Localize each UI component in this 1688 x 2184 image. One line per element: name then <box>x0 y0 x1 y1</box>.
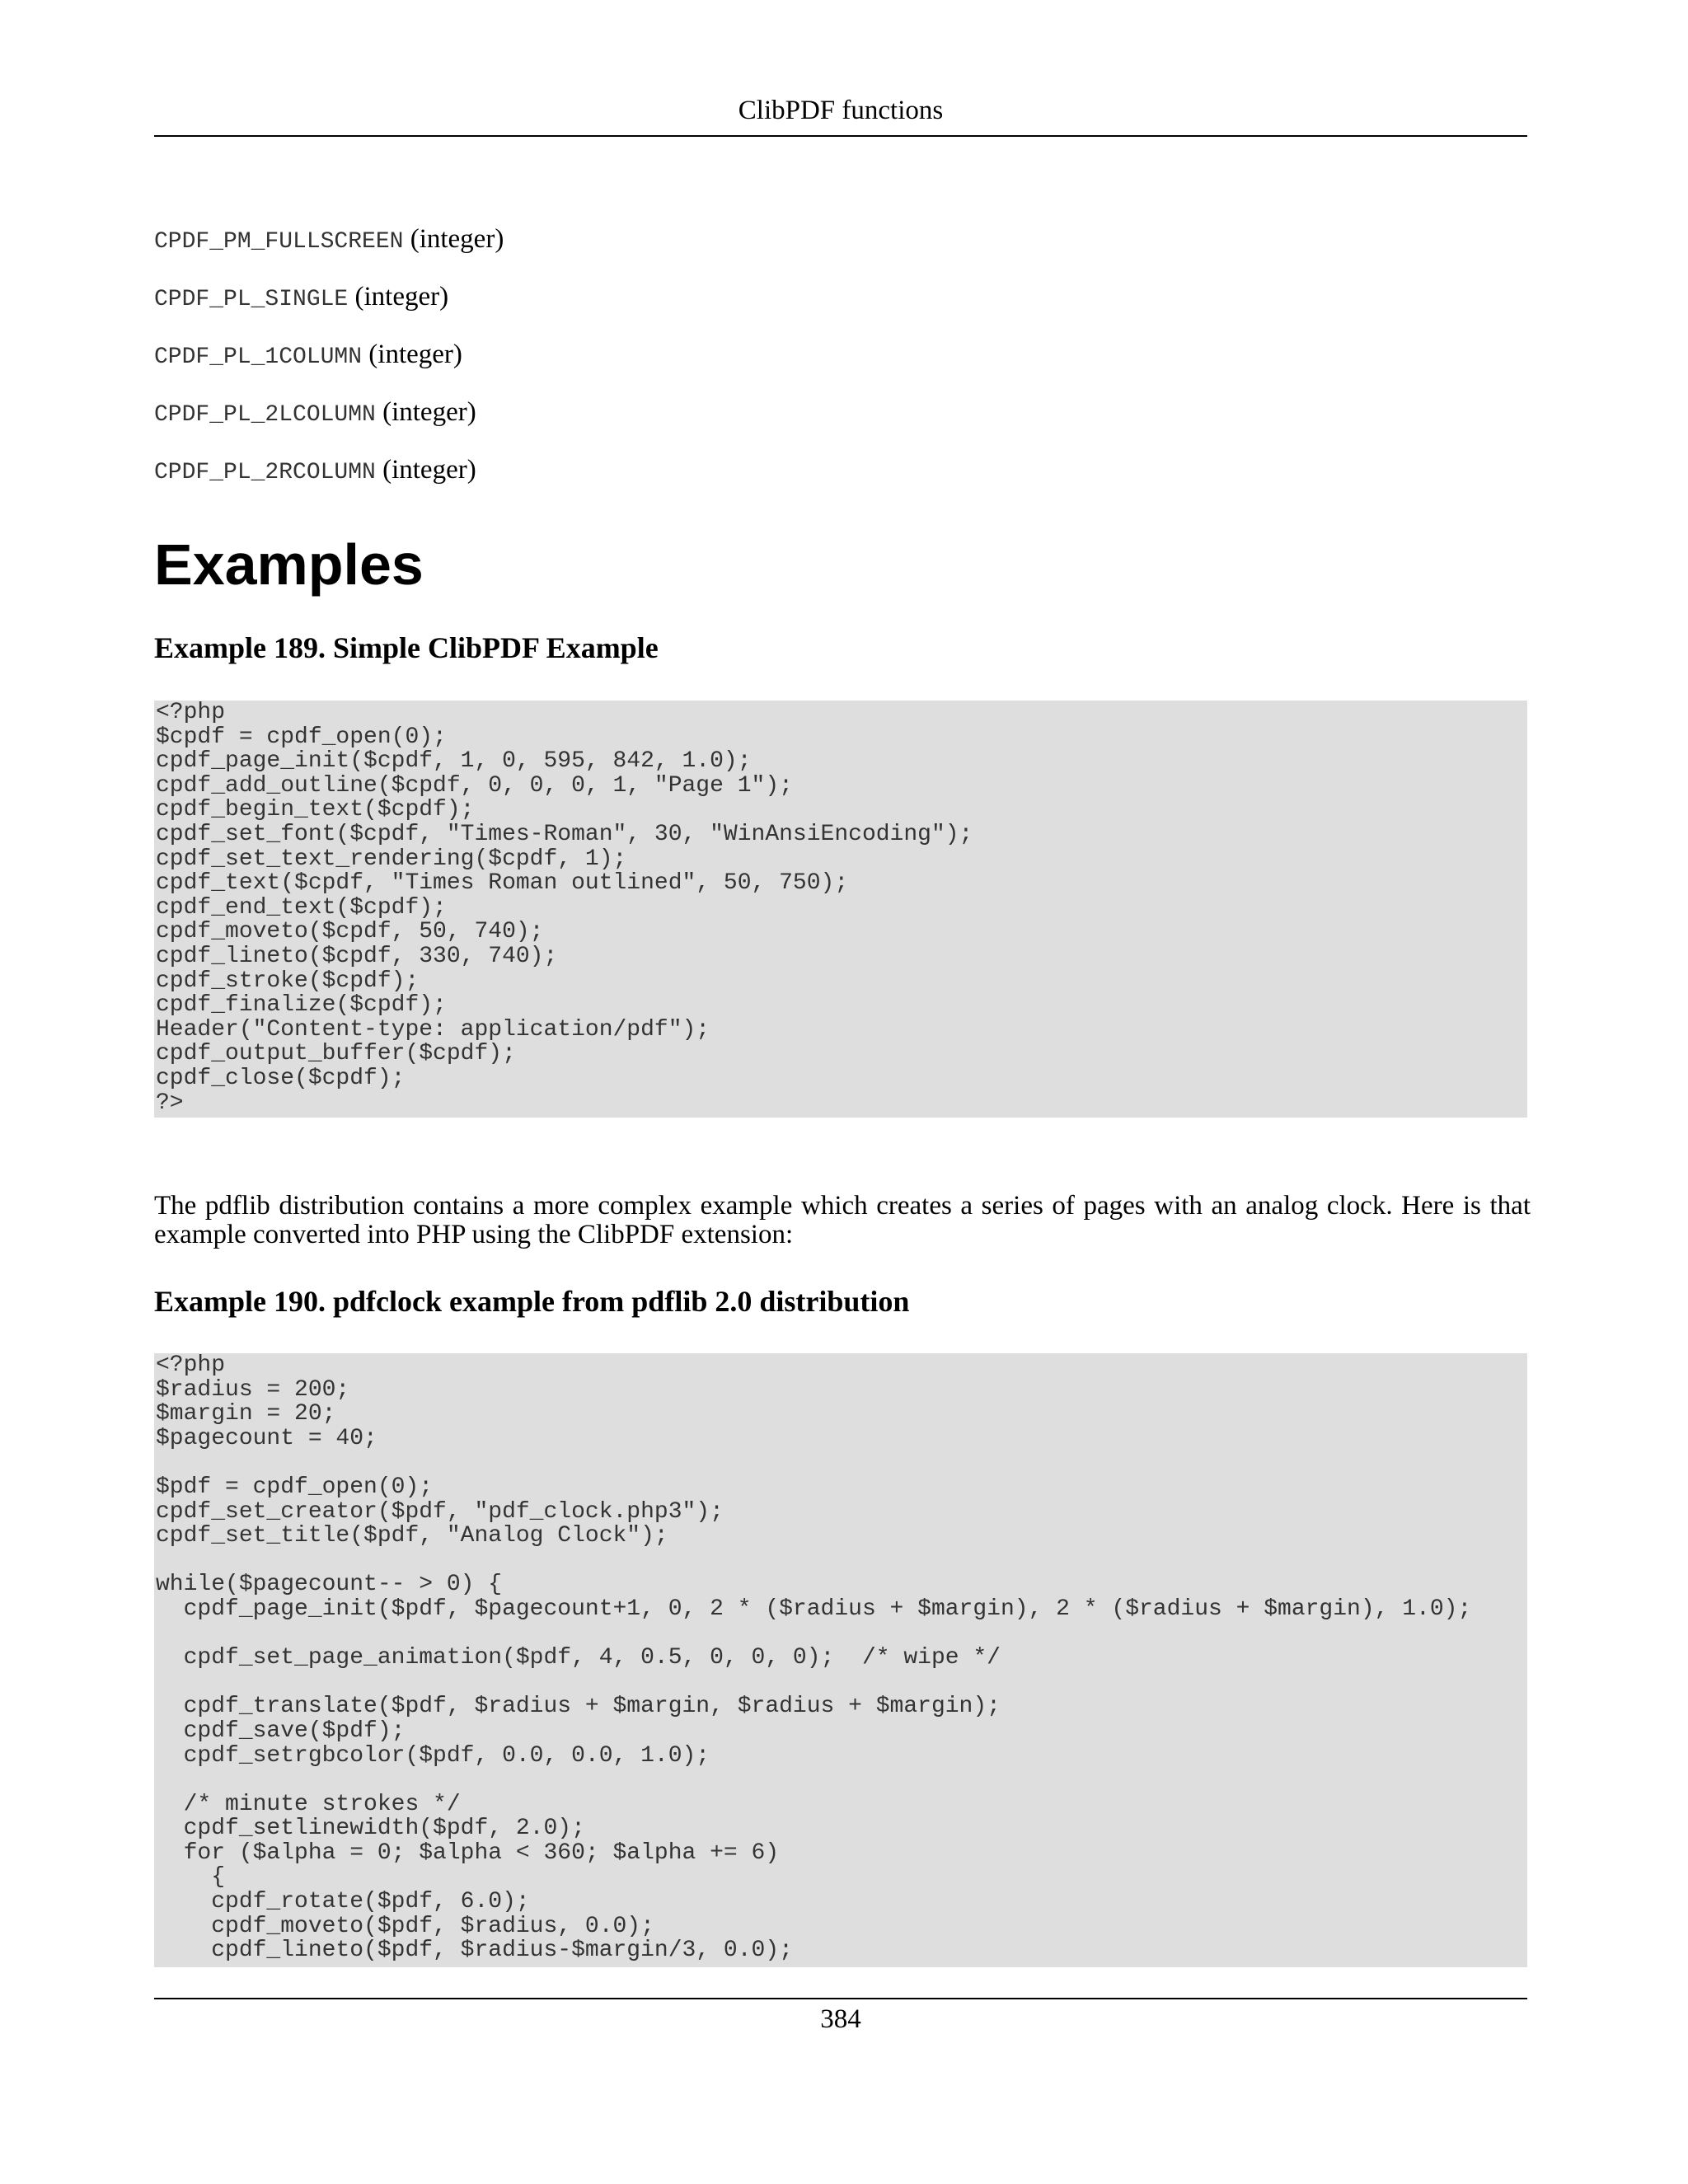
constant-item <box>154 392 1527 450</box>
constant-name: CPDF_PM_FULLSCREEN <box>154 229 404 255</box>
constant-item <box>154 450 1527 508</box>
constants-list <box>154 219 1527 508</box>
constant-item <box>154 335 1527 392</box>
code-block: <?php $radius = 200; $margin = 20; $pagecount = 40; $pdf = cpdf_open(0); cpdf_set_creator($pdf, "pdf_clock.php3"); cpdf_set_title($pdf, "Analog Clock"); while($pagecount-- > 0) { cpdf_page_init($pdf, $pagecount+1, 0, 2 * ($radius + $margin), 2 * ($radius + $margin), 1.0); cpdf_set_page_animation($pdf, 4, 0.5, 0, 0, 0); /* wipe */ cpdf_translate($pdf, $radius + $margin, $radius + $margin); cpdf_save($pdf); cpdf_setrgbcolor($pdf, 0.0, 0.0, 1.0); /* minute strokes */ cpdf_setlinewidth($pdf, 2.0); for ($alpha = 0; $alpha < 360; $alpha += 6) { cpdf_rotate($pdf, 6.0); cpdf_moveto($pdf, $radius, 0.0); cpdf_lineto($pdf, $radius-$margin/3, 0.0); <box>154 1353 1527 1967</box>
body-paragraph: The pdflib distribution contains a more complex example which creates a series of pages with an analog clock. Here is that example converted into PHP using the ClibPDF extension: <box>154 1191 1531 1249</box>
page-number: 384 <box>820 2004 861 2034</box>
constant-type: (integer) <box>354 282 449 312</box>
constant-item <box>154 277 1527 335</box>
code-block: <?php $cpdf = cpdf_open(0); cpdf_page_init($cpdf, 1, 0, 595, 842, 1.0); cpdf_add_outline($cpdf, 0, 0, 0, 1, "Page 1"); cpdf_begin_text($cpdf); cpdf_set_font($cpdf, "Times-Roman", 30, "WinAnsiEncoding"); cpdf_set_text_rendering($cpdf, 1); cpdf_text($cpdf, "Times Roman outlined", 50, 750); cpdf_end_text($cpdf); cpdf_moveto($cpdf, 50, 740); cpdf_lineto($cpdf, 330, 740); cpdf_stroke($cpdf); cpdf_finalize($cpdf); Header("Content-type: application/pdf"); cpdf_output_buffer($cpdf); cpdf_close($cpdf); ?> <box>154 701 1527 1118</box>
running-header: ClibPDF functions <box>738 96 944 125</box>
constant-name: CPDF_PL_2LCOLUMN <box>154 402 376 428</box>
example-title: Example 190. pdfclock example from pdflib 2.0 distribution <box>154 1285 910 1318</box>
footer-rule <box>154 1998 1527 1999</box>
example-title: Example 189. Simple ClibPDF Example <box>154 631 659 664</box>
section-title: Examples <box>154 532 424 597</box>
constant-name: CPDF_PL_SINGLE <box>154 287 349 312</box>
constant-name: CPDF_PL_1COLUMN <box>154 344 363 370</box>
constant-item <box>154 219 1527 277</box>
constant-type: (integer) <box>382 397 476 427</box>
constant-type: (integer) <box>368 340 462 369</box>
constant-name: CPDF_PL_2RCOLUMN <box>154 460 376 485</box>
constant-type: (integer) <box>382 455 476 485</box>
constant-type: (integer) <box>410 224 504 254</box>
header-rule <box>154 135 1527 137</box>
